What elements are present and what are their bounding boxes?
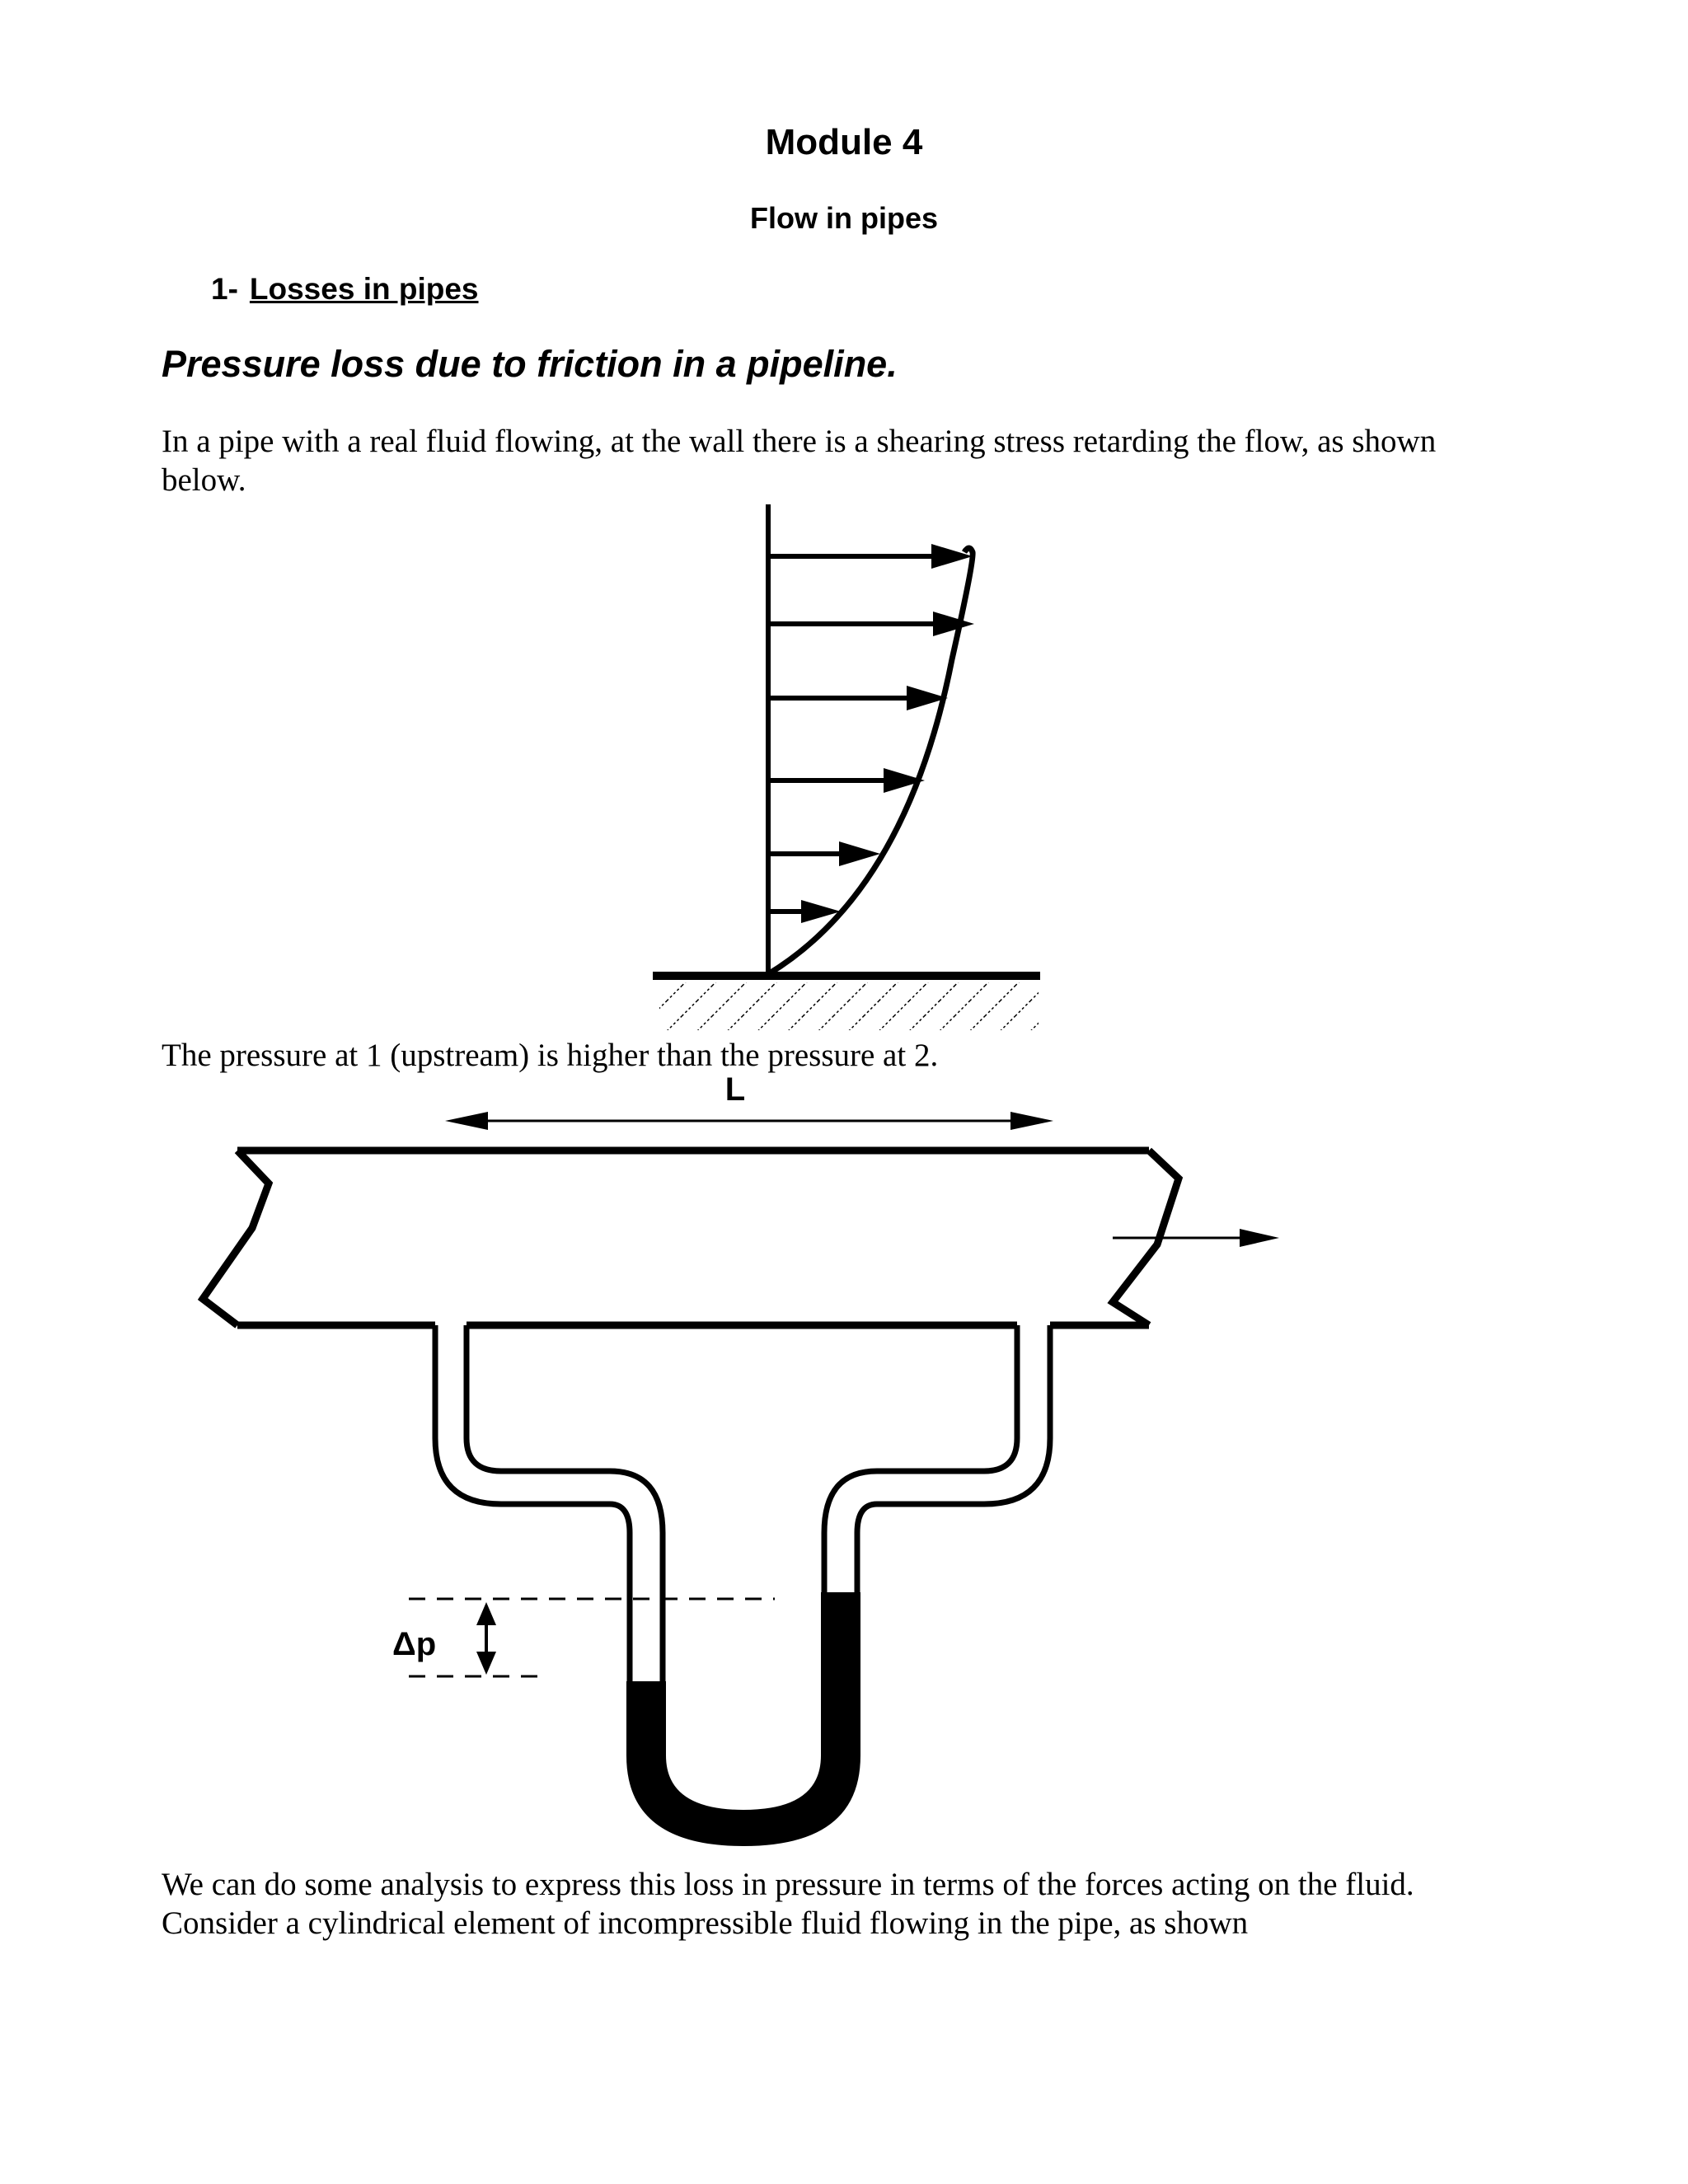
pipe bbox=[203, 1151, 1179, 1325]
module-subtitle: Flow in pipes bbox=[749, 201, 938, 235]
analysis-paragraph: We can do some analysis to express this loss in pressure in terms of the forces acting on the fluid. Consider a cylindrical element of incompressible fluid flowing in the pipe, as shown bbox=[162, 1867, 1414, 1941]
flow-arrowhead bbox=[1240, 1229, 1279, 1247]
length-arrow-right bbox=[1010, 1112, 1053, 1130]
section-number: 1- bbox=[211, 272, 238, 306]
pressure-arrow-down bbox=[476, 1652, 496, 1675]
length-arrow-left bbox=[445, 1112, 488, 1130]
pressure-difference-label: Δp bbox=[392, 1626, 437, 1662]
pressure-paragraph: The pressure at 1 (upstream) is higher than the pressure at 2. bbox=[162, 1038, 939, 1073]
manometer-tubes bbox=[435, 1325, 1050, 1764]
pressure-arrow-up bbox=[476, 1602, 496, 1625]
intro-paragraph: In a pipe with a real fluid flowing, at the wall there is a shearing stress retarding the flow, as shown below. bbox=[162, 424, 1437, 498]
module-title: Module 4 bbox=[765, 122, 923, 162]
length-label: L bbox=[724, 1071, 746, 1108]
section-label: Losses in pipes bbox=[249, 272, 479, 306]
topic-heading: Pressure loss due to friction in a pipeline. bbox=[162, 343, 898, 385]
